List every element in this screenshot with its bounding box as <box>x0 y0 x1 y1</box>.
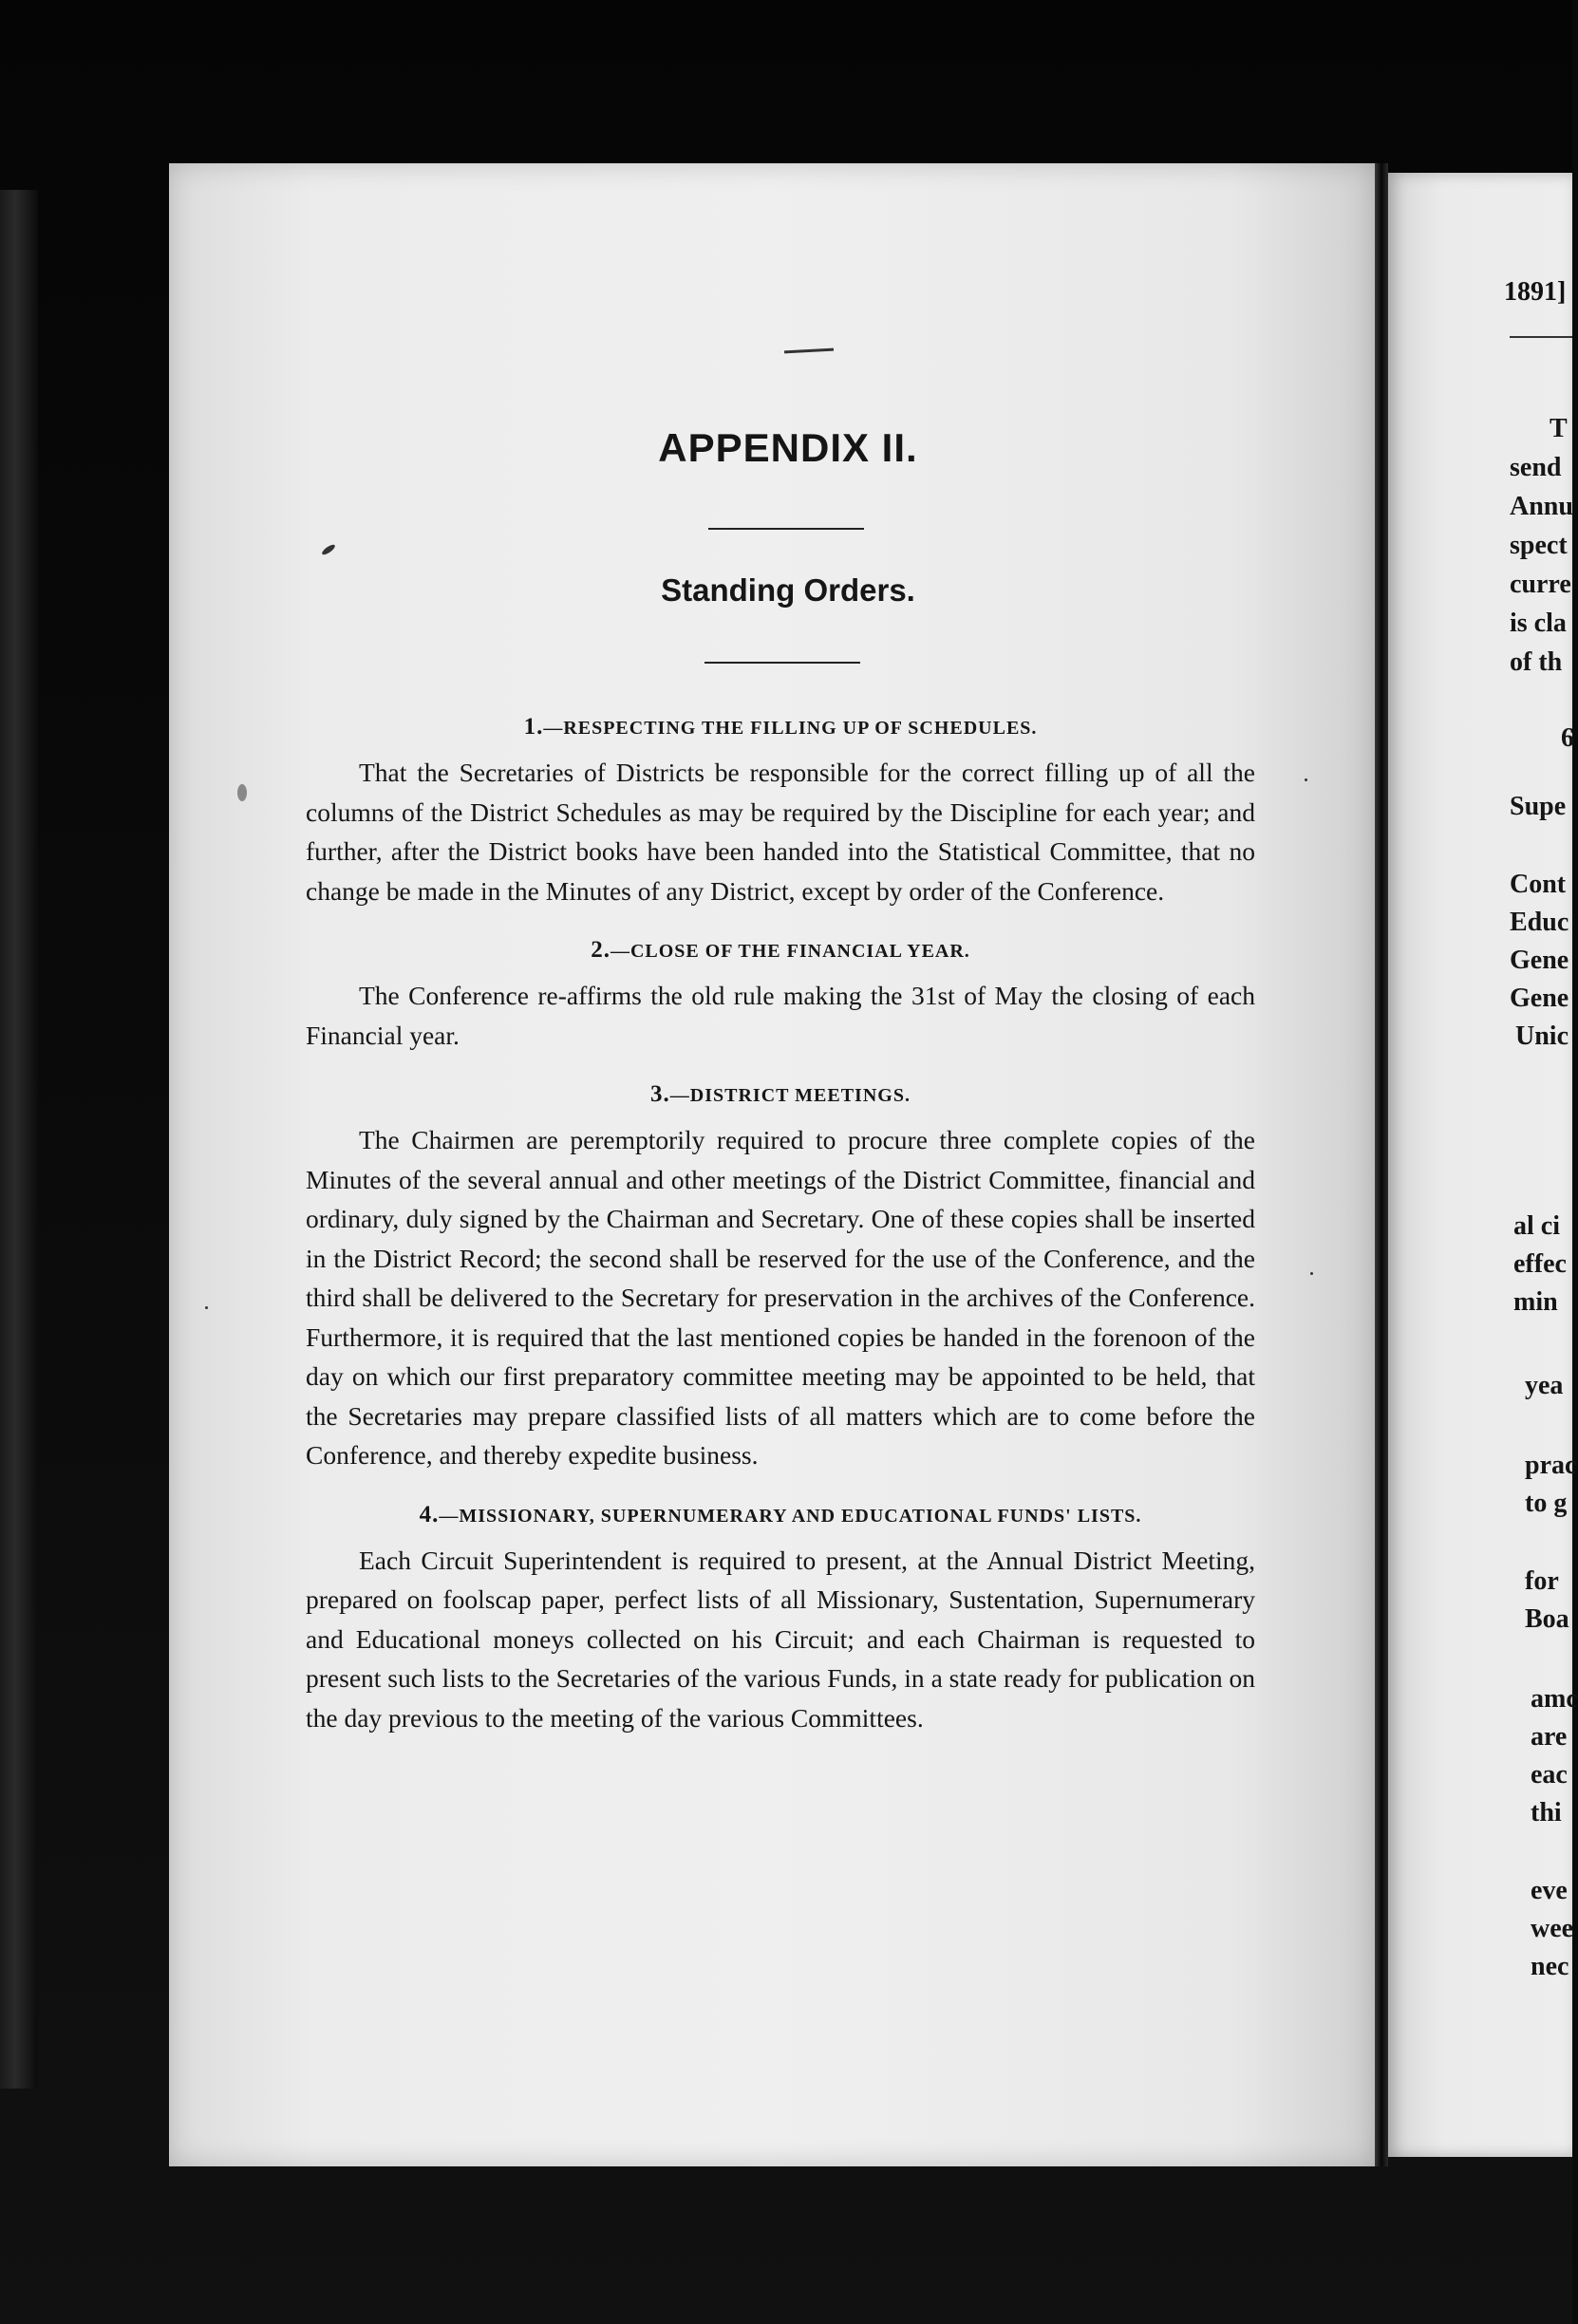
facing-fragment: send <box>1510 453 1562 482</box>
section-paragraph: That the Secretaries of Districts be responsible for the correct filling up of all the columns of the District Schedules as may be required by the Discipline for each year; and further, after the District books have been handed into the Statistical Committee, that no change be made in the Minutes of any District, except by order of the Conference. <box>306 758 1255 906</box>
facing-fragment: thi <box>1531 1798 1562 1827</box>
facing-page-rule <box>1510 336 1572 338</box>
section-number: 4. <box>419 1501 440 1527</box>
facing-fragment: effec <box>1513 1249 1567 1279</box>
facing-fragment: wee <box>1531 1914 1574 1943</box>
facing-fragment: for <box>1525 1566 1559 1596</box>
section-number: 2. <box>591 937 611 963</box>
facing-fragment: 6 <box>1561 723 1574 753</box>
facing-fragment: Gene <box>1510 946 1569 975</box>
body-text <box>306 706 1255 1756</box>
facing-fragment: eac <box>1531 1760 1568 1790</box>
section-number: 1. <box>523 714 544 740</box>
facing-fragment: spect <box>1510 531 1568 560</box>
book-edge <box>0 190 38 2089</box>
facing-page-year: 1891] <box>1504 277 1567 307</box>
facing-fragment: nec <box>1531 1952 1569 1981</box>
facing-fragment: yea <box>1525 1371 1564 1400</box>
section-heading <box>306 1074 1255 1116</box>
page-subtitle: Standing Orders. <box>661 572 915 608</box>
section-1 <box>306 706 1255 910</box>
facing-fragment: min <box>1513 1287 1558 1317</box>
facing-fragment: curre <box>1510 570 1571 599</box>
facing-fragment: is cla <box>1510 609 1567 638</box>
section-paragraph: Each Circuit Superintendent is required to present, at the Annual District Meeting, prepared on foolscap paper, perfect lists of all Missionary, Sustentation, Supernumerary and Educational moneys collected on his Circuit; and each Chairman is requested to present such lists to the Secretaries of the various Funds, in a state ready for publication on the day previous to the meeting of the various Committees. <box>306 1545 1255 1733</box>
section-2 <box>306 929 1255 1055</box>
facing-fragment: Supe <box>1510 792 1567 821</box>
subtitle-rule <box>704 662 860 664</box>
facing-fragment: are <box>1531 1722 1568 1752</box>
facing-fragment: Educ <box>1510 908 1569 937</box>
ink-speck <box>205 1306 208 1309</box>
section-number: 3. <box>650 1081 670 1107</box>
page-title: APPENDIX II. <box>658 425 918 470</box>
section-title: —CLOSE OF THE FINANCIAL YEAR. <box>610 941 970 962</box>
facing-fragment: Annu <box>1510 492 1573 521</box>
facing-fragment: of th <box>1510 647 1563 677</box>
section-heading <box>306 706 1255 749</box>
section-title: —DISTRICT MEETINGS. <box>669 1085 911 1106</box>
facing-fragment: prac <box>1525 1451 1577 1480</box>
right-page <box>1388 173 1572 2157</box>
ink-speck <box>1310 1272 1313 1275</box>
section-heading <box>306 1494 1255 1537</box>
ink-speck <box>237 784 247 801</box>
title-rule <box>708 528 864 530</box>
facing-fragment: Gene <box>1510 984 1569 1013</box>
facing-fragment: T <box>1550 414 1568 443</box>
section-3 <box>306 1074 1255 1475</box>
section-title: —RESPECTING THE FILLING UP OF SCHEDULES. <box>543 718 1038 739</box>
section-heading <box>306 929 1255 972</box>
facing-fragment: eve <box>1531 1876 1568 1905</box>
ink-speck <box>1305 778 1307 781</box>
section-4 <box>306 1494 1255 1738</box>
facing-fragment: Boa <box>1525 1604 1569 1634</box>
section-title: —MISSIONARY, SUPERNUMERARY AND EDUCATIONAL FUNDS' LISTS. <box>439 1505 1142 1527</box>
facing-fragment: amc <box>1531 1684 1578 1714</box>
facing-fragment: Cont <box>1510 870 1567 899</box>
section-paragraph: The Conference re-affirms the old rule making the 31st of May the closing of each Financial year. <box>306 981 1255 1050</box>
facing-fragment: to g <box>1525 1489 1568 1518</box>
facing-fragment: Unic <box>1515 1021 1569 1051</box>
facing-fragment: al ci <box>1513 1211 1560 1241</box>
section-paragraph: The Chairmen are peremptorily required to procure three complete copies of the Minutes of the several annual and other meetings of the District Committee, financial and ordinary, duly signed by the Chairman and Secretary. One of these copies shall be inserted in the District Record; the second shall be reserved for the use of the Conference, and the third shall be delivered to the Secretary for preservation in the archives of the Conference. Furthermore, it is required that the last mentioned copies be handed in the forenoon of the day on which our first preparatory committee meeting may be appointed to be held, that the Secretaries may prepare classified lists of all matters which are to come before the Conference, and thereby expedite business. <box>306 1125 1255 1470</box>
